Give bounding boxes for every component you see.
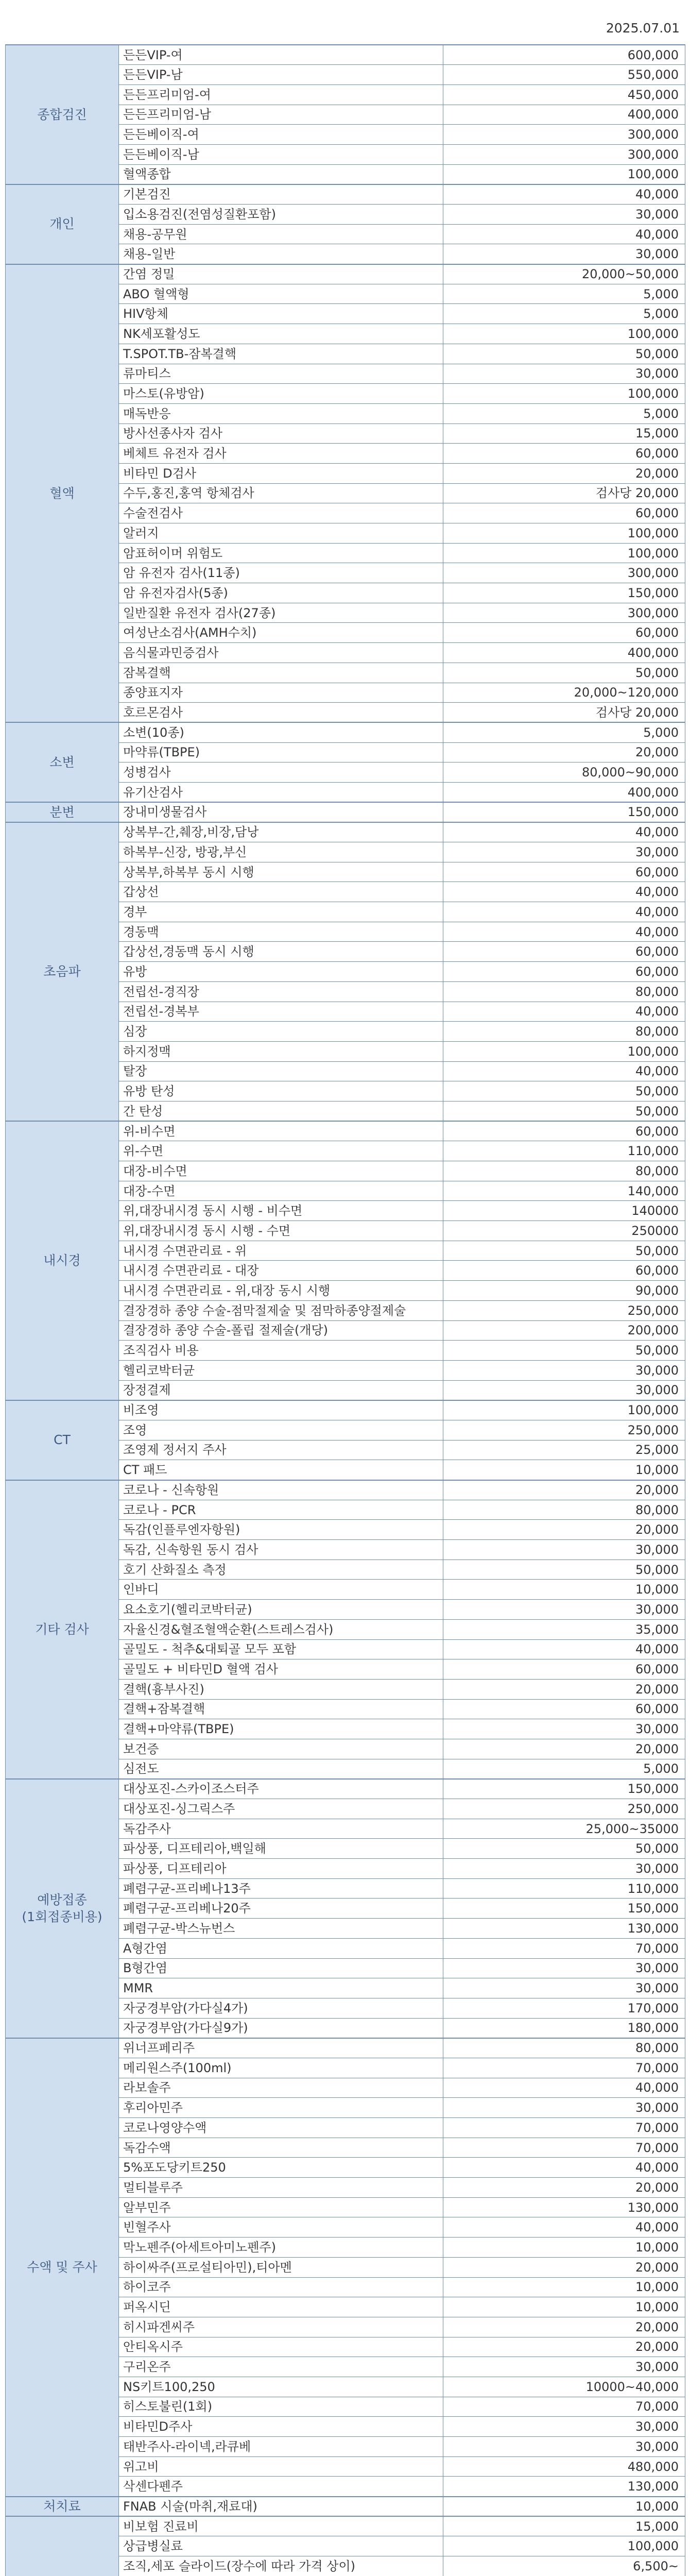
item-name-cell: 헬리코박터균 — [119, 1360, 443, 1380]
price-cell: 10,000 — [443, 1460, 685, 1480]
price-cell: 250,000 — [443, 1420, 685, 1440]
item-name-cell: 알러지 — [119, 523, 443, 544]
item-name-cell: 결핵+잠복결핵 — [119, 1699, 443, 1719]
price-cell: 480,000 — [443, 2456, 685, 2477]
price-cell: 40,000 — [443, 2217, 685, 2238]
price-cell: 5,000 — [443, 403, 685, 423]
item-name-cell: 든든VIP-여 — [119, 45, 443, 65]
item-name-cell: 폐렴구균-박스뉴번스 — [119, 1919, 443, 1939]
item-name-cell: 음식물과민증검사 — [119, 643, 443, 663]
item-name-cell: 히스토불린(1회) — [119, 2397, 443, 2417]
item-name-cell: 히시파겐씨주 — [119, 2317, 443, 2337]
price-cell: 80,000~90,000 — [443, 762, 685, 783]
item-name-cell: 자율신경&혈조혈액순환(스트레스검사) — [119, 1619, 443, 1639]
price-cell: 80,000 — [443, 1022, 685, 1042]
item-name-cell: 전립선-경복부 — [119, 1002, 443, 1022]
item-name-cell: 하지정맥 — [119, 1041, 443, 1061]
item-name-cell: 인바디 — [119, 1580, 443, 1600]
item-name-cell: 비타민 D검사 — [119, 463, 443, 483]
item-name-cell: 조직,세포 슬라이드(장수에 따라 가격 상이) — [119, 2556, 443, 2576]
category-cell: 혈액 — [6, 264, 119, 723]
price-cell: 40,000 — [443, 882, 685, 902]
item-name-cell: 골밀도 + 비타민D 혈액 검사 — [119, 1659, 443, 1680]
item-name-cell: 결장경하 종양 수술-점막절제술 및 점막하종양절제술 — [119, 1300, 443, 1320]
item-name-cell: 하복부-신장, 방광,부신 — [119, 842, 443, 862]
price-cell: 15,000 — [443, 423, 685, 444]
item-name-cell: 위고비 — [119, 2456, 443, 2477]
price-cell: 5,000 — [443, 284, 685, 304]
item-name-cell: 안티옥시주 — [119, 2337, 443, 2357]
item-name-cell: 상급병실료 — [119, 2536, 443, 2556]
price-table-body — [6, 45, 685, 2576]
category-cell: 수액 및 주사 — [6, 2038, 119, 2497]
item-name-cell: 빈혈주사 — [119, 2217, 443, 2238]
price-cell: 110,000 — [443, 1878, 685, 1899]
item-name-cell: CT 패드 — [119, 1460, 443, 1480]
price-cell: 60,000 — [443, 962, 685, 982]
item-name-cell: 후리아민주 — [119, 2098, 443, 2118]
item-name-cell: 하이싸주(프로설티아민),티아멘 — [119, 2257, 443, 2277]
item-name-cell: 유방 — [119, 962, 443, 982]
price-cell: 60,000 — [443, 503, 685, 523]
category-cell: 내시경 — [6, 1121, 119, 1400]
item-name-cell: 입소용검진(전염성질환포함) — [119, 205, 443, 225]
category-cell: 종합검진 — [6, 45, 119, 184]
category-cell: 소변 — [6, 722, 119, 802]
price-cell: 50,000 — [443, 1101, 685, 1121]
price-cell: 70,000 — [443, 1938, 685, 1958]
item-name-cell: 경동맥 — [119, 922, 443, 942]
price-cell: 검사당 20,000 — [443, 703, 685, 723]
price-cell: 30,000 — [443, 1978, 685, 1998]
price-cell: 60,000 — [443, 1699, 685, 1719]
category-cell: CT — [6, 1400, 119, 1480]
price-cell: 30,000 — [443, 2357, 685, 2377]
item-name-cell: 조영 — [119, 1420, 443, 1440]
item-name-cell: 간염 정밀 — [119, 264, 443, 284]
price-cell: 250,000 — [443, 1799, 685, 1819]
price-cell: 100,000 — [443, 543, 685, 563]
item-name-cell: 삭센다펜주 — [119, 2477, 443, 2497]
price-cell: 30,000 — [443, 1360, 685, 1380]
price-cell: 130,000 — [443, 2477, 685, 2497]
item-name-cell: ABO 혈액형 — [119, 284, 443, 304]
item-name-cell: 독감, 신속항원 동시 검사 — [119, 1540, 443, 1560]
item-name-cell: 비보험 진료비 — [119, 2516, 443, 2536]
price-cell: 40,000 — [443, 902, 685, 922]
item-name-cell: 대장-수면 — [119, 1181, 443, 1201]
price-cell: 100,000 — [443, 2536, 685, 2556]
price-cell: 90,000 — [443, 1281, 685, 1301]
item-name-cell: 갑상선 — [119, 882, 443, 902]
item-name-cell: 든든프리미엄-여 — [119, 84, 443, 105]
category-cell: 예방접종 (1회접종비용) — [6, 1779, 119, 2038]
table-row — [6, 264, 685, 284]
table-row — [6, 822, 685, 842]
item-name-cell: 결핵(흉부사진) — [119, 1679, 443, 1699]
item-name-cell: 파상풍, 디프테리아,백일해 — [119, 1839, 443, 1859]
item-name-cell: 류마티스 — [119, 364, 443, 384]
price-cell: 6,500~ — [443, 2556, 685, 2576]
price-cell: 검사당 20,000 — [443, 483, 685, 503]
table-row — [6, 1121, 685, 1141]
price-cell: 5,000 — [443, 722, 685, 742]
price-cell: 40,000 — [443, 922, 685, 942]
category-cell: 분변 — [6, 802, 119, 822]
item-name-cell: 내시경 수면관리료 - 위,대장 동시 시행 — [119, 1281, 443, 1301]
item-name-cell: 라보솔주 — [119, 2078, 443, 2098]
item-name-cell: 호르몬검사 — [119, 703, 443, 723]
price-cell: 250,000 — [443, 1300, 685, 1320]
price-cell: 40,000 — [443, 822, 685, 842]
table-row — [6, 184, 685, 205]
price-cell: 30,000 — [443, 2417, 685, 2437]
price-cell: 10,000 — [443, 2238, 685, 2258]
price-cell: 30,000 — [443, 842, 685, 862]
price-cell: 50,000 — [443, 1839, 685, 1859]
item-name-cell: 성병검사 — [119, 762, 443, 783]
price-cell: 20,000 — [443, 2257, 685, 2277]
price-cell: 400,000 — [443, 643, 685, 663]
item-name-cell: 자궁경부암(가다실4가) — [119, 1998, 443, 2018]
item-name-cell: 수술전검사 — [119, 503, 443, 523]
item-name-cell: 태반주사-라이넥,라큐베 — [119, 2437, 443, 2457]
item-name-cell: 조직검사 비용 — [119, 1341, 443, 1361]
category-cell — [6, 2516, 119, 2576]
price-cell: 50,000 — [443, 344, 685, 364]
item-name-cell: 골밀도 - 척추&대퇴골 모두 포함 — [119, 1639, 443, 1659]
price-cell: 30,000 — [443, 2437, 685, 2457]
price-cell: 100,000 — [443, 164, 685, 184]
price-list-sheet — [5, 0, 685, 2576]
item-name-cell: 5%포도당키트250 — [119, 2158, 443, 2178]
item-name-cell: 호기 산화질소 측정 — [119, 1560, 443, 1580]
table-row — [6, 1400, 685, 1420]
item-name-cell: 결장경하 종양 수술-폴립 절제술(개당) — [119, 1320, 443, 1341]
price-cell: 10,000 — [443, 2497, 685, 2517]
price-cell: 35,000 — [443, 1619, 685, 1639]
table-row — [6, 1779, 685, 1799]
item-name-cell: 전립선-경직장 — [119, 981, 443, 1002]
price-cell: 20,000 — [443, 1480, 685, 1500]
item-name-cell: 코로나 - 신속항원 — [119, 1480, 443, 1500]
price-cell: 40,000 — [443, 1002, 685, 1022]
price-cell: 20,000 — [443, 2317, 685, 2337]
price-cell: 100,000 — [443, 1400, 685, 1420]
item-name-cell: 내시경 수면관리료 - 대장 — [119, 1261, 443, 1281]
table-row — [6, 2497, 685, 2517]
price-cell: 70,000 — [443, 2138, 685, 2158]
item-name-cell: 대상포진-싱그릭스주 — [119, 1799, 443, 1819]
price-cell: 130,000 — [443, 2197, 685, 2217]
price-cell: 60,000 — [443, 1261, 685, 1281]
item-name-cell: 든든VIP-남 — [119, 65, 443, 85]
item-name-cell: NK세포활성도 — [119, 324, 443, 344]
item-name-cell: 파상풍, 디프테리아 — [119, 1859, 443, 1879]
price-cell: 15,000 — [443, 2516, 685, 2536]
item-name-cell: 구리온주 — [119, 2357, 443, 2377]
table-row — [6, 45, 685, 65]
item-name-cell: MMR — [119, 1978, 443, 1998]
item-name-cell: 대장-비수면 — [119, 1161, 443, 1181]
price-cell: 150,000 — [443, 583, 685, 603]
item-name-cell: 유기산검사 — [119, 782, 443, 802]
item-name-cell: 내시경 수면관리료 - 위 — [119, 1241, 443, 1261]
price-cell: 20,000 — [443, 2178, 685, 2198]
price-cell: 20,000~120,000 — [443, 683, 685, 703]
item-name-cell: 비타민D주사 — [119, 2417, 443, 2437]
item-name-cell: 코로나 - PCR — [119, 1500, 443, 1520]
item-name-cell: 하이코주 — [119, 2277, 443, 2297]
item-name-cell: 조영제 정서지 주사 — [119, 1440, 443, 1460]
item-name-cell: 코로나영양수액 — [119, 2118, 443, 2138]
price-cell: 100,000 — [443, 324, 685, 344]
price-cell: 10000~40,000 — [443, 2377, 685, 2397]
item-name-cell: T.SPOT.TB-잠복결핵 — [119, 344, 443, 364]
price-cell: 40,000 — [443, 2078, 685, 2098]
price-cell: 60,000 — [443, 444, 685, 464]
category-cell: 초음파 — [6, 822, 119, 1121]
price-cell: 10,000 — [443, 2277, 685, 2297]
item-name-cell: 수두,홍진,홍역 항체검사 — [119, 483, 443, 503]
price-cell: 5,000 — [443, 304, 685, 324]
item-name-cell: 독감(인플루엔자항원) — [119, 1520, 443, 1540]
price-cell: 30,000 — [443, 2098, 685, 2118]
item-name-cell: 알부민주 — [119, 2197, 443, 2217]
item-name-cell: 채용-일반 — [119, 244, 443, 264]
item-name-cell: B형간염 — [119, 1958, 443, 1978]
price-cell: 70,000 — [443, 2058, 685, 2078]
price-cell: 300,000 — [443, 125, 685, 145]
price-cell: 5,000 — [443, 1759, 685, 1779]
item-name-cell: 폐렴구균-프리베나20주 — [119, 1899, 443, 1919]
price-cell: 50,000 — [443, 1341, 685, 1361]
item-name-cell: 유방 탄성 — [119, 1081, 443, 1101]
price-cell: 80,000 — [443, 2038, 685, 2058]
price-cell: 70,000 — [443, 2397, 685, 2417]
item-name-cell: 결핵+마약류(TBPE) — [119, 1719, 443, 1739]
price-cell: 300,000 — [443, 603, 685, 623]
price-cell: 20,000 — [443, 463, 685, 483]
price-cell: 600,000 — [443, 45, 685, 65]
price-cell: 60,000 — [443, 1659, 685, 1680]
price-cell: 25,000 — [443, 1440, 685, 1460]
price-cell: 150,000 — [443, 802, 685, 822]
price-cell: 60,000 — [443, 862, 685, 882]
effective-date: 2025.07.01 — [606, 21, 680, 36]
price-cell: 140000 — [443, 1201, 685, 1221]
price-cell: 10,000 — [443, 1580, 685, 1600]
price-cell: 50,000 — [443, 1241, 685, 1261]
price-cell: 80,000 — [443, 1500, 685, 1520]
price-cell: 170,000 — [443, 1998, 685, 2018]
item-name-cell: 상복부,하복부 동시 시행 — [119, 862, 443, 882]
item-name-cell: 소변(10종) — [119, 722, 443, 742]
price-cell: 50,000 — [443, 1081, 685, 1101]
price-cell: 20,000 — [443, 1739, 685, 1759]
item-name-cell: 베체트 유전자 검사 — [119, 444, 443, 464]
price-table — [5, 44, 685, 2576]
item-name-cell: 위너프페리주 — [119, 2038, 443, 2058]
price-cell: 80,000 — [443, 981, 685, 1002]
item-name-cell: 심장 — [119, 1022, 443, 1042]
item-name-cell: 독감수액 — [119, 2138, 443, 2158]
item-name-cell: 장내미생물검사 — [119, 802, 443, 822]
item-name-cell: 채용-공무원 — [119, 224, 443, 244]
price-cell: 200,000 — [443, 1320, 685, 1341]
item-name-cell: 메리원스주(100ml) — [119, 2058, 443, 2078]
price-cell: 400,000 — [443, 782, 685, 802]
item-name-cell: 퍼옥시딘 — [119, 2297, 443, 2317]
item-name-cell: 매독반응 — [119, 403, 443, 423]
table-row — [6, 1480, 685, 1500]
table-row — [6, 2516, 685, 2536]
item-name-cell: 일반질환 유전자 검사(27종) — [119, 603, 443, 623]
item-name-cell: 암표허이머 위험도 — [119, 543, 443, 563]
table-row — [6, 802, 685, 822]
price-cell: 30,000 — [443, 244, 685, 264]
item-name-cell: 암 유전자 검사(11종) — [119, 563, 443, 583]
price-cell: 60,000 — [443, 623, 685, 643]
item-name-cell: 보건증 — [119, 1739, 443, 1759]
price-cell: 100,000 — [443, 384, 685, 404]
item-name-cell: 심전도 — [119, 1759, 443, 1779]
price-cell: 80,000 — [443, 1161, 685, 1181]
price-cell: 30,000 — [443, 1600, 685, 1620]
price-cell: 30,000 — [443, 1719, 685, 1739]
price-cell: 130,000 — [443, 1919, 685, 1939]
price-cell: 70,000 — [443, 2118, 685, 2138]
price-cell: 150,000 — [443, 1779, 685, 1799]
price-cell: 40,000 — [443, 184, 685, 205]
item-name-cell: 폐렴구균-프리베나13주 — [119, 1878, 443, 1899]
category-cell: 처치료 — [6, 2497, 119, 2517]
item-name-cell: 갑상선,경동맥 동시 시행 — [119, 942, 443, 962]
price-cell: 40,000 — [443, 2158, 685, 2178]
item-name-cell: HIV항체 — [119, 304, 443, 324]
item-name-cell: 위-수면 — [119, 1141, 443, 1161]
price-cell: 20,000 — [443, 742, 685, 762]
item-name-cell: 기본검진 — [119, 184, 443, 205]
price-cell: 50,000 — [443, 1560, 685, 1580]
price-cell: 25,000~35000 — [443, 1819, 685, 1839]
item-name-cell: 요소호기(헬리코박터균) — [119, 1600, 443, 1620]
price-cell: 400,000 — [443, 105, 685, 125]
price-cell: 60,000 — [443, 942, 685, 962]
item-name-cell: 위,대장내시경 동시 시행 - 수면 — [119, 1221, 443, 1241]
item-name-cell: 막노펜주(아세트아미노펜주) — [119, 2238, 443, 2258]
item-name-cell: 방사선종사자 검사 — [119, 423, 443, 444]
price-cell: 60,000 — [443, 1121, 685, 1141]
price-cell: 20,000~50,000 — [443, 264, 685, 284]
price-cell: 150,000 — [443, 1899, 685, 1919]
item-name-cell: 대상포진-스카이조스터주 — [119, 1779, 443, 1799]
price-cell: 30,000 — [443, 1859, 685, 1879]
item-name-cell: 잠복결핵 — [119, 663, 443, 683]
price-cell: 100,000 — [443, 1041, 685, 1061]
price-cell: 100,000 — [443, 523, 685, 544]
category-cell: 개인 — [6, 184, 119, 264]
item-name-cell: 위,대장내시경 동시 시행 - 비수면 — [119, 1201, 443, 1221]
price-cell: 110,000 — [443, 1141, 685, 1161]
price-cell: 40,000 — [443, 1639, 685, 1659]
price-cell: 20,000 — [443, 1679, 685, 1699]
item-name-cell: FNAB 시술(마취,재료대) — [119, 2497, 443, 2517]
item-name-cell: A형간염 — [119, 1938, 443, 1958]
item-name-cell: 독감주사 — [119, 1819, 443, 1839]
item-name-cell: 위-비수면 — [119, 1121, 443, 1141]
item-name-cell: 여성난소검사(AMH수치) — [119, 623, 443, 643]
item-name-cell: 상복부-간,췌장,비장,담낭 — [119, 822, 443, 842]
price-cell: 180,000 — [443, 2018, 685, 2038]
item-name-cell: 든든베이직-남 — [119, 144, 443, 164]
item-name-cell: 자궁경부암(가다실9가) — [119, 2018, 443, 2038]
price-cell: 300,000 — [443, 563, 685, 583]
item-name-cell: 경부 — [119, 902, 443, 922]
price-cell: 550,000 — [443, 65, 685, 85]
category-cell: 기타 검사 — [6, 1480, 119, 1779]
item-name-cell: 암 유전자검사(5종) — [119, 583, 443, 603]
price-cell: 30,000 — [443, 205, 685, 225]
price-cell: 10,000 — [443, 2297, 685, 2317]
price-cell: 20,000 — [443, 1520, 685, 1540]
item-name-cell: 장정결제 — [119, 1380, 443, 1400]
item-name-cell: 든든베이직-여 — [119, 125, 443, 145]
price-cell: 40,000 — [443, 224, 685, 244]
price-cell: 20,000 — [443, 2337, 685, 2357]
price-cell: 40,000 — [443, 1061, 685, 1081]
price-cell: 140,000 — [443, 1181, 685, 1201]
price-cell: 50,000 — [443, 663, 685, 683]
price-cell: 450,000 — [443, 84, 685, 105]
item-name-cell: 마약류(TBPE) — [119, 742, 443, 762]
item-name-cell: 비조영 — [119, 1400, 443, 1420]
item-name-cell: 혈액종합 — [119, 164, 443, 184]
price-cell: 250000 — [443, 1221, 685, 1241]
item-name-cell: NS키트100,250 — [119, 2377, 443, 2397]
item-name-cell: 멀티블루주 — [119, 2178, 443, 2198]
item-name-cell: 탈장 — [119, 1061, 443, 1081]
item-name-cell: 간 탄성 — [119, 1101, 443, 1121]
price-cell: 300,000 — [443, 144, 685, 164]
price-cell: 30,000 — [443, 1958, 685, 1978]
item-name-cell: 마스토(유방암) — [119, 384, 443, 404]
price-cell: 30,000 — [443, 1380, 685, 1400]
item-name-cell: 종양표지자 — [119, 683, 443, 703]
price-cell: 30,000 — [443, 364, 685, 384]
table-row — [6, 2038, 685, 2058]
price-cell: 30,000 — [443, 1540, 685, 1560]
item-name-cell: 든든프리미엄-남 — [119, 105, 443, 125]
table-row — [6, 722, 685, 742]
